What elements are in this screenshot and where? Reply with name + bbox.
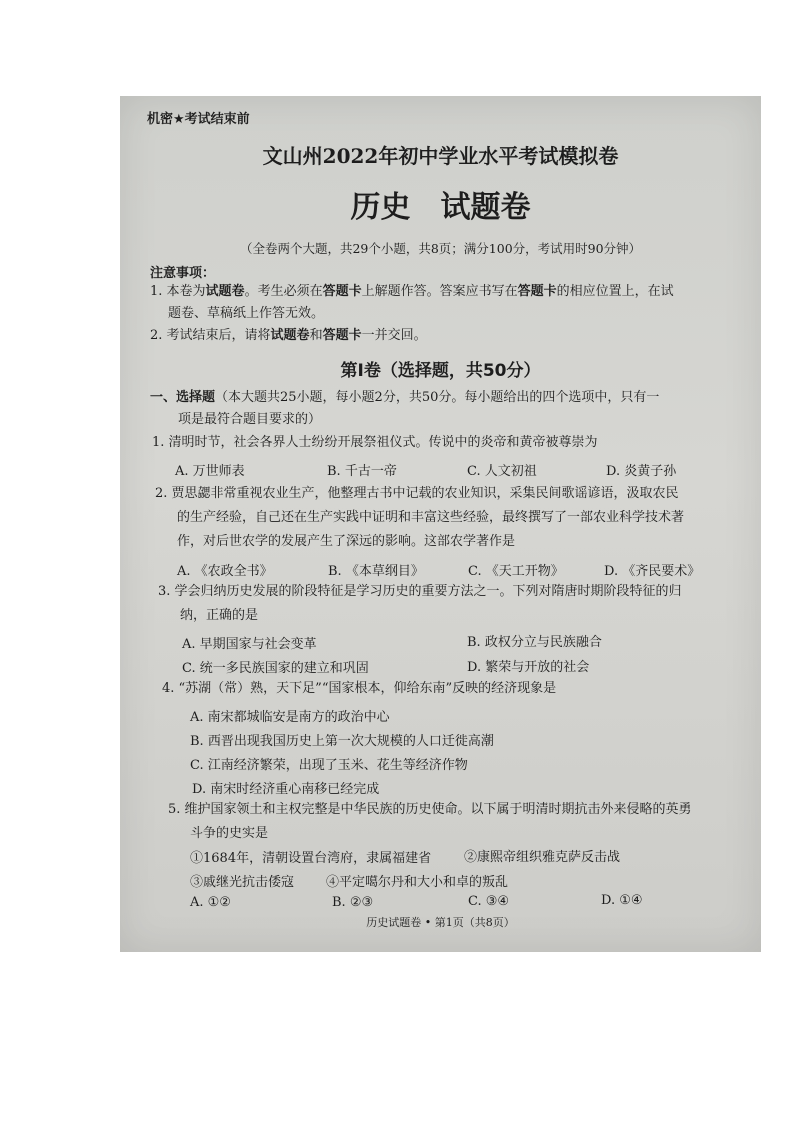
- notice-item-2: 2. 考试结束后，请将试题卷和答题卡一并交回。: [150, 328, 427, 343]
- question-5-option-c: C. ③④: [468, 894, 510, 909]
- question-4-option-b: B. 西晋出现我国历史上第一次大规模的人口迁徙高潮: [190, 734, 494, 749]
- question-5-line2: 斗争的史实是: [190, 826, 269, 841]
- question-2-option-b: B. 《本草纲目》: [328, 564, 424, 579]
- question-4-option-d: D. 南宋时经济重心南移已经完成: [192, 782, 380, 797]
- question-4-option-a: A. 南宋都城临安是南方的政治中心: [190, 710, 390, 725]
- question-5-item-4: ④平定噶尔丹和大小和卓的叛乱: [326, 875, 509, 890]
- question-3-option-b: B. 政权分立与民族融合: [467, 635, 602, 650]
- question-2-option-d: D. 《齐民要术》: [604, 564, 701, 579]
- question-2-option-a: A. 《农政全书》: [177, 564, 273, 579]
- exam-title: 文山州2022年初中学业水平考试模拟卷: [262, 144, 619, 168]
- question-3-line1: 3. 学会归纳历史发展的阶段特征是学习历史的重要方法之一。下列对隋唐时期阶段特征的归: [158, 584, 682, 599]
- subject-name: 历史: [350, 190, 411, 225]
- subject-title: [120, 182, 761, 226]
- question-5-option-d: D. ①④: [601, 893, 643, 908]
- question-5-option-b: B. ②③: [332, 895, 374, 910]
- confidential-label: 机密★考试结束前: [147, 112, 250, 127]
- section-intro: 一、选择题（本大题共25小题，每小题2分，共50分。每小题给出的四个选项中，只有一: [150, 390, 660, 405]
- question-2-line3: 作，对后世农学的发展产生了深远的影响。这部农学著作是: [177, 534, 516, 549]
- question-1-option-d: D. 炎黄子孙: [606, 464, 677, 479]
- section-intro-line2: 项是最符合题目要求的）: [178, 412, 322, 427]
- question-3-line2: 纳，正确的是: [180, 608, 259, 623]
- question-1-option-c: C. 人文初祖: [467, 464, 537, 479]
- paper-type: 试题卷: [440, 190, 531, 225]
- page-footer: 历史试题卷 • 第1页（共8页）: [366, 916, 515, 929]
- question-3-option-d: D. 繁荣与开放的社会: [467, 660, 590, 675]
- question-2-line1: 2. 贾思勰非常重视农业生产，他整理古书中记载的农业知识，采集民间歌谣谚语，汲取农民: [155, 486, 679, 501]
- question-4-option-c: C. 江南经济繁荣，出现了玉米、花生等经济作物: [190, 758, 468, 773]
- question-2-option-c: C. 《天工开物》: [468, 564, 564, 579]
- notice-item-1: 1. 本卷为试题卷。考生必须在答题卡上解题作答。答案应书写在答题卡的相应位置上，在试: [150, 284, 674, 299]
- exam-paper-photo: [120, 96, 761, 952]
- question-5-line1: 5. 维护国家领土和主权完整是中华民族的历史使命。以下属于明清时期抗击外来侵略的英勇: [168, 802, 692, 817]
- question-2-line2: 的生产经验，自己还在生产实践中证明和丰富这些经验，最终撰写了一部农业科学技术著: [177, 510, 685, 525]
- question-1-option-b: B. 千古一帝: [327, 464, 397, 479]
- question-5-option-a: A. ①②: [190, 895, 231, 910]
- question-5-item-3: ③戚继光抗击倭寇: [190, 875, 295, 890]
- question-4-stem: 4. “苏湖（常）熟，天下足”“国家根本，仰给东南”反映的经济现象是: [162, 681, 557, 696]
- notice-item-1-line2: 题卷、草稿纸上作答无效。: [168, 306, 325, 321]
- section-heading: 第Ⅰ卷（选择题，共50分）: [340, 361, 541, 381]
- question-3-option-a: A. 早期国家与社会变革: [182, 637, 317, 652]
- question-1-stem: 1. 清明时节，社会各界人士纷纷开展祭祖仪式。传说中的炎帝和黄帝被尊崇为: [152, 435, 598, 450]
- question-3-option-c: C. 统一多民族国家的建立和巩固: [182, 661, 369, 676]
- exam-scope: （全卷两个大题，共29个小题，共8页；满分100分，考试用时90分钟）: [239, 241, 642, 256]
- question-5-item-1: ①1684年，清朝设置台湾府，隶属福建省: [190, 851, 432, 866]
- notice-heading: 注意事项：: [150, 266, 216, 281]
- question-5-item-2: ②康熙帝组织雅克萨反击战: [464, 850, 621, 865]
- question-1-option-a: A. 万世师表: [175, 464, 245, 479]
